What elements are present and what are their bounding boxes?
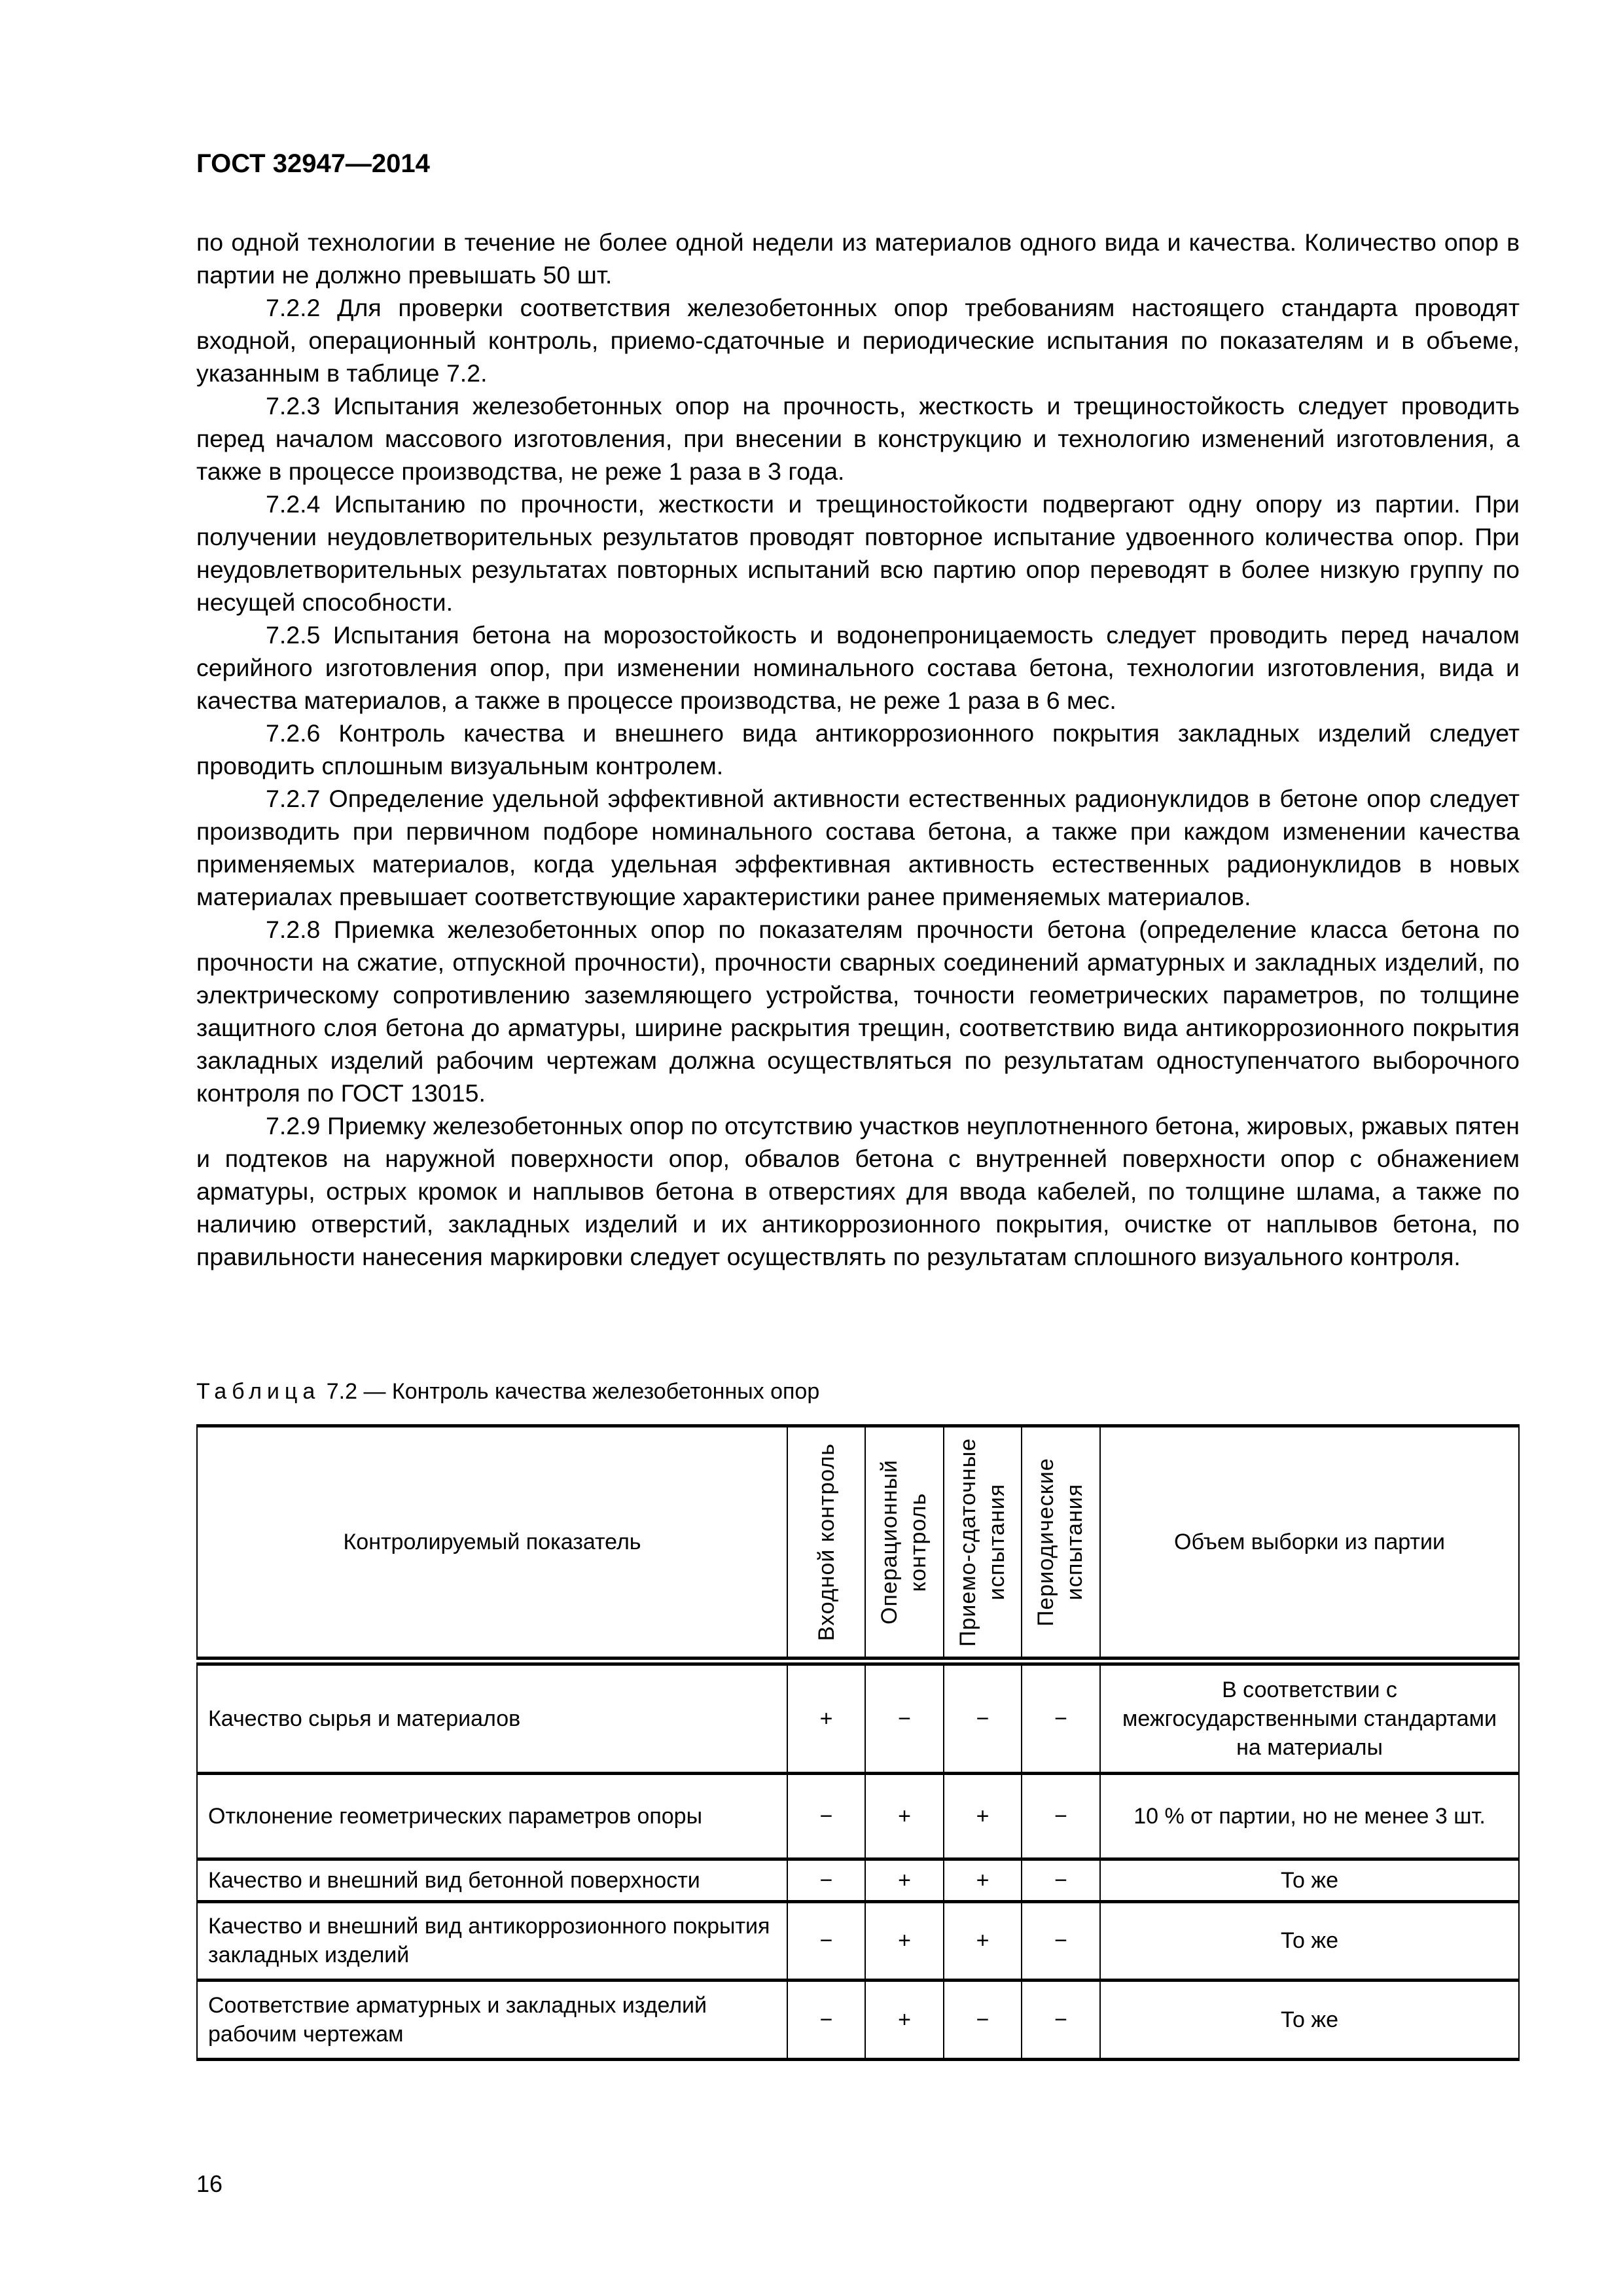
- mark-cell: −: [1022, 1773, 1100, 1859]
- header-cell: [787, 1426, 865, 1662]
- indicator-cell: Качество сырья и материалов: [197, 1661, 787, 1773]
- sample-size-cell: То же: [1100, 1859, 1519, 1901]
- paragraph: по одной технологии в течение не более одной недели из материалов одного вида и качества. Количество опор в партии не должно превышать 50 шт.: [196, 228, 1520, 289]
- header-text: Операционный контроль: [877, 1460, 931, 1624]
- header-cell: [944, 1426, 1022, 1662]
- paragraph: 7.2.8 Приемка железобетонных опор по показателям прочности бетона (определение класса бетона по прочности на сжатие, отпускной прочности), прочности сварных соединений арматурных и закладных изделий, по электрическому сопротивлению заземляющего устройства, точности геометрических параметров, по толщине защитного слоя бетона до арматуры, ширине раскрытия трещин, соответствию вида антикоррозионного покрытия закладных изделий рабочим чертежам должна осуществляться по результатам одноступенчатого выборочного контроля по ГОСТ 13015.: [196, 916, 1520, 1107]
- mark-cell: −: [1022, 1901, 1100, 1980]
- mark-cell: +: [944, 1859, 1022, 1901]
- sample-size-cell: В соответствии с межгосударственными стандартами на материалы: [1100, 1661, 1519, 1773]
- paragraph: 7.2.7 Определение удельной эффективной активности естественных радионуклидов в бетоне опор следует производить при первичном подборе номинального состава бетона, а также при каждом изменении качества применяемых материалов, когда удельная эффективная активность естественных радионуклидов в новых материалах превышает соответствующие характеристики ранее применяемых материалов.: [196, 785, 1520, 910]
- paragraph: 7.2.3 Испытания железобетонных опор на прочность, жесткость и трещиностойкость следует проводить перед началом массового изготовления, при внесении в конструкцию и технологию изменений изготовления, а также в процессе производства, не реже 1 раза в 3 года.: [196, 392, 1520, 485]
- indicator-cell: Соответствие арматурных и закладных изделий рабочим чертежам: [197, 1980, 787, 2059]
- document-header: ГОСТ 32947—2014: [196, 149, 430, 178]
- mark-cell: −: [787, 1901, 865, 1980]
- table-row: [197, 1859, 1519, 1901]
- table-row: [197, 1661, 1519, 1773]
- mark-cell: −: [787, 1980, 865, 2059]
- header-cell: [1022, 1426, 1100, 1662]
- indicator-cell: Качество и внешний вид бетонной поверхности: [197, 1859, 787, 1901]
- header-cell: Контролируемый показатель: [197, 1426, 787, 1662]
- mark-cell: −: [944, 1980, 1022, 2059]
- paragraph: 7.2.6 Контроль качества и внешнего вида антикоррозионного покрытия закладных изделий следует проводить сплошным визуальным контролем.: [196, 719, 1520, 780]
- paragraph: 7.2.5 Испытания бетона на морозостойкость и водонепроницаемость следует проводить перед началом серийного изготовления опор, при изменении номинального состава бетона, технологии изготовления, вида и качества материалов, а также в процессе производства, не реже 1 раза в 6 мес.: [196, 621, 1520, 714]
- indicator-cell: Качество и внешний вид антикоррозионного покрытия закладных изделий: [197, 1901, 787, 1980]
- paragraph: 7.2.2 Для проверки соответствия железобетонных опор требованиям настоящего стандарта проводят входной, операционный контроль, приемо-сдаточные и периодические испытания по показателям и в объеме, указанным в таблице 7.2.: [196, 294, 1520, 387]
- header-cell: Объем выборки из партии: [1100, 1426, 1519, 1662]
- header-text: Периодические испытания: [1033, 1458, 1087, 1626]
- mark-cell: −: [1022, 1661, 1100, 1773]
- sample-size-cell: То же: [1100, 1980, 1519, 2059]
- mark-cell: −: [1022, 1980, 1100, 2059]
- table-row: [197, 1773, 1519, 1859]
- sample-size-cell: 10 % от партии, но не менее 3 шт.: [1100, 1773, 1519, 1859]
- paragraph: 7.2.4 Испытанию по прочности, жесткости и трещиностойкости подвергают одну опору из партии. При получении неудовлетворительных результатов проводят повторное испытание удвоенного количества опор. При неудовлетворительных результатах повторных испытаний всю партию опор переводят в более низкую группу по несущей способности.: [196, 490, 1520, 616]
- mark-cell: −: [944, 1661, 1022, 1773]
- mark-cell: −: [787, 1859, 865, 1901]
- table-caption-text: 7.2 — Контроль качества железобетонных опор: [320, 1379, 820, 1404]
- mark-cell: −: [865, 1661, 944, 1773]
- page-number: 16: [196, 2170, 223, 2197]
- mark-cell: +: [865, 1901, 944, 1980]
- header-text: Приемо-сдаточные испытания: [955, 1437, 1009, 1647]
- table-header-row: [197, 1426, 1519, 1662]
- table-caption-label: Таблица: [196, 1379, 321, 1404]
- mark-cell: +: [865, 1980, 944, 2059]
- header-text: Входной контроль: [813, 1443, 839, 1641]
- mark-cell: +: [865, 1773, 944, 1859]
- mark-cell: −: [787, 1773, 865, 1859]
- quality-control-table: [196, 1424, 1520, 2061]
- mark-cell: −: [1022, 1859, 1100, 1901]
- mark-cell: +: [944, 1773, 1022, 1859]
- mark-cell: +: [865, 1859, 944, 1901]
- mark-cell: +: [787, 1661, 865, 1773]
- header-cell: [865, 1426, 944, 1662]
- table-row: [197, 1980, 1519, 2059]
- table-row: [197, 1901, 1519, 1980]
- sample-size-cell: То же: [1100, 1901, 1519, 1980]
- table-caption: [196, 1379, 819, 1405]
- body-text: [196, 226, 1520, 1273]
- mark-cell: +: [944, 1901, 1022, 1980]
- indicator-cell: Отклонение геометрических параметров опоры: [197, 1773, 787, 1859]
- paragraph: 7.2.9 Приемку железобетонных опор по отсутствию участков неуплотненного бетона, жировых, ржавых пятен и подтеков на наружной поверхности опор, обвалов бетона с внутренней поверхности опор с обнажением арматуры, острых кромок и наплывов бетона в отверстиях для ввода кабелей, по толщине шлама, а также по наличию отверстий, закладных изделий и их антикоррозионного покрытия, очистке от наплывов бетона, по правильности нанесения маркировки следует осуществлять по результатам сплошного визуального контроля.: [196, 1112, 1520, 1270]
